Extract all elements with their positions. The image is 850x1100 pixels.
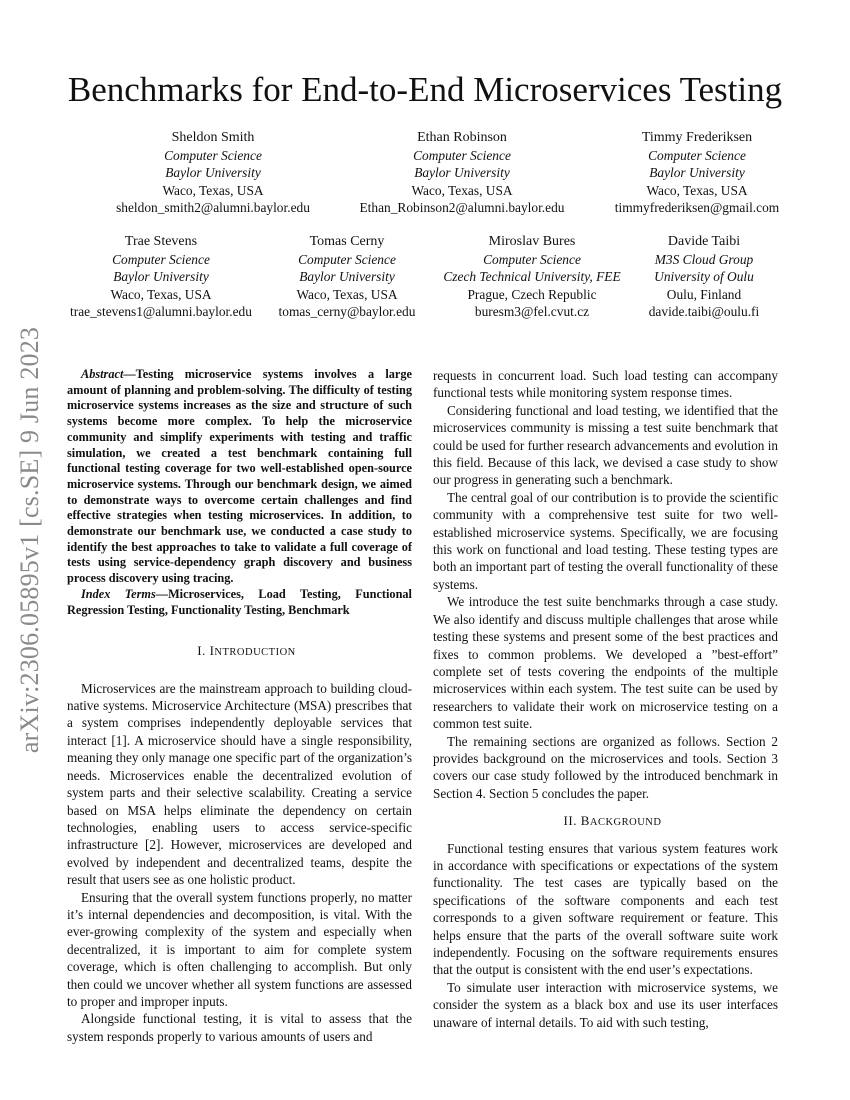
author-email: trae_stevens1@alumni.baylor.edu	[70, 303, 252, 319]
author-org: Baylor University	[299, 269, 395, 285]
arxiv-sidebar	[8, 300, 52, 780]
paragraph: Ensuring that the overall system functions properly, no matter it’s internal dependencies and decomposition, is vital. With the ever-growing complexity of the system and especially when decentralized, it is important to aim for complete system coverage, which is often challenging to accomplish. But only then could we uncover whether all system functions are assessed to proper and improper inputs.	[67, 889, 412, 1009]
paragraph: The remaining sections are organized as follows. Section 2 provides background on the microservices and tools. Section 3 covers our case study followed by the introduced benchmark in Section 4. Section 5 concludes the paper.	[433, 733, 778, 801]
author-email: buresm3@fel.cvut.cz	[474, 303, 590, 319]
left-column	[67, 367, 412, 1045]
author-dept: Computer Science	[112, 252, 210, 267]
abstract	[67, 367, 412, 587]
index-terms-text: —Microservices, Load Testing, Functional Regression Testing, Functionality Testing, Benchmark	[67, 586, 412, 617]
paragraph: Microservices are the mainstream approach to building cloud-native systems. Microservice Architecture (MSA) prescribes that a system comprises independently deployable services that interact [1]. A microservice should have a single responsibility, meaning they only manage one specific part of the organization’s needs. Microservices enable the decentralized evolution of system parts and their selective scalability. Creating a service based on MSA helps eliminate the dependency on certain technologies, enabling users to access service-specific infrastructure [2]. However, microservices are developed and evolved by independent and decentralized teams, despite the result that users see as one holistic product.	[67, 680, 412, 888]
paper-title: Benchmarks for End-to-End Microservices Testing	[67, 70, 783, 109]
author-email: timmyfrederiksen@gmail.com	[614, 199, 780, 215]
author-block	[609, 129, 785, 216]
author-dept: Computer Science	[298, 252, 396, 267]
abstract-text: —Testing microservice systems involves a large amount of planning and problem-solving. The difficulty of testing microservice systems increases as the size and structure of such systems become more complex. To help the microservice community and simplify experiments with testing and traffic simulation, we created a test benchmark containing full functional testing coverage for two well-established open-source microservice systems. Through our benchmark design, we aimed to demonstrate ways to overcome certain challenges and find effective strategies when testing microservices. In addition, to demonstrate our benchmark use, we conducted a case study to identify the best approaches to take to validate a full coverage of tests using service-dependency graph discovery and business process discovery using tracing.	[67, 367, 412, 586]
arxiv-identifier: arXiv:2306.05895v1 [cs.SE] 9 Jun 2023	[15, 326, 45, 754]
author-block	[352, 129, 572, 216]
author-email: sheldon_smith2@alumni.baylor.edu	[116, 199, 310, 215]
paragraph: Considering functional and load testing, we identified that the microservices community is missing a test suite benchmark that could be used for further research advancements and evolution in this field. Because of this lack, we devised a case study to show our progress in generating such a benchmark.	[433, 402, 778, 488]
author-org: University of Oulu	[654, 269, 754, 285]
author-place: Waco, Texas, USA	[646, 182, 748, 198]
author-block	[434, 233, 630, 320]
paragraph: The central goal of our contribution is to provide the scientific community with a comprehensive test suite for two well-established microservice systems. Specifically, we are focusing this work on functional and load testing. These testing types are both an important part of testing the overall functionality of these systems.	[433, 489, 778, 592]
author-block	[64, 233, 258, 320]
author-name: Timmy Frederiksen	[641, 130, 753, 145]
section-heading-introduction: I. INTRODUCTION	[197, 643, 296, 659]
paragraph: requests in concurrent load. Such load testing can accompany functional tests while monitoring system response times.	[433, 368, 778, 401]
author-dept: Computer Science	[164, 148, 262, 163]
author-name: Sheldon Smith	[171, 130, 255, 145]
author-org: Baylor University	[113, 269, 209, 285]
author-dept: M3S Cloud Group	[654, 252, 754, 267]
author-email: davide.taibi@oulu.fi	[648, 303, 760, 319]
section-heading-background: II. BACKGROUND	[563, 813, 662, 829]
author-block	[110, 129, 316, 216]
paragraph: Functional testing ensures that various system features work in accordance with specifications or expectations of the system functionality. The test cases are typically based on the specifications of the software components and each test corresponds to a given software requirement or feature. This helps ensure that the parts of the overall software suite work independently. Focusing on the software requirements ensures that the output is consistent with the end user’s expectations.	[433, 840, 778, 978]
author-org: Czech Technical University, FEE	[443, 269, 621, 285]
author-dept: Computer Science	[483, 252, 581, 267]
abstract-label: Abstract	[81, 367, 124, 381]
paragraph: Alongside functional testing, it is vital to assess that the system responds properly to various amounts of users and	[67, 1011, 412, 1044]
author-block	[640, 233, 768, 320]
author-place: Waco, Texas, USA	[411, 182, 513, 198]
author-org: Baylor University	[165, 165, 261, 181]
author-place: Waco, Texas, USA	[110, 286, 212, 302]
author-name: Trae Stevens	[124, 234, 198, 249]
author-dept: Computer Science	[413, 148, 511, 163]
author-org: Baylor University	[414, 165, 510, 181]
author-place: Waco, Texas, USA	[296, 286, 398, 302]
author-email: tomas_cerny@baylor.edu	[278, 303, 416, 319]
author-name: Ethan Robinson	[417, 130, 507, 145]
paragraph: We introduce the test suite benchmarks through a case study. We also identify and discuss multiple challenges that arose while testing these systems and present some of the best practices and fixes to common problems. We developed a ”best-effort” complete set of tests covering the endpoints of the multiple microservices within each system. The test suite can be used by researchers to validate their work on microservice testing on a common test suite.	[433, 594, 778, 732]
author-place: Prague, Czech Republic	[467, 286, 597, 302]
author-email: Ethan_Robinson2@alumni.baylor.edu	[359, 199, 565, 215]
author-org: Baylor University	[649, 165, 745, 181]
paragraph: To simulate user interaction with microservice systems, we consider the system as a black box and use its user interfaces unaware of internal details. To aid with such testing,	[433, 979, 778, 1030]
author-name: Davide Taibi	[667, 234, 741, 249]
right-column	[433, 367, 778, 1031]
author-place: Waco, Texas, USA	[162, 182, 264, 198]
index-terms	[67, 587, 412, 618]
author-place: Oulu, Finland	[666, 286, 742, 302]
author-name: Tomas Cerny	[309, 234, 385, 249]
index-terms-label: Index Terms	[81, 586, 156, 601]
author-name: Miroslav Bures	[488, 234, 576, 249]
author-dept: Computer Science	[648, 148, 746, 163]
author-block	[272, 233, 422, 320]
